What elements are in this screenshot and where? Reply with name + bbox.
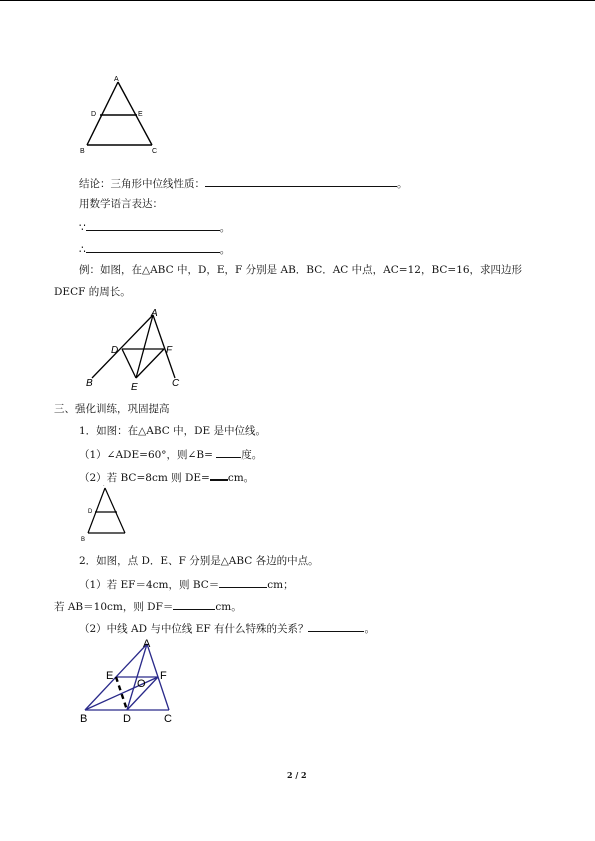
fig1-label-e: E xyxy=(138,111,143,118)
fig1-label-b: B xyxy=(80,148,85,155)
example-line-1: 例：如图，在△ABC 中，D，E，F 分别是 AB．BC．AC 中点，AC=12，BC=16，求四边形 xyxy=(79,264,523,276)
fig4-label-b: B xyxy=(80,713,88,725)
q2-2-blank[interactable] xyxy=(308,620,364,632)
fig4-label-d: D xyxy=(123,713,131,725)
figure-triangle-midline xyxy=(78,70,168,160)
therefore-blank[interactable] xyxy=(86,241,220,253)
figure-example-triangle xyxy=(80,305,190,395)
question-2-part-1: （1）若 EF＝4cm，则 BC＝ cm； xyxy=(79,576,294,592)
fig4-label-o: O xyxy=(137,678,146,690)
fig4-label-e: E xyxy=(106,670,114,682)
conclusion-line: 结论：三角形中位线性质： 。 xyxy=(79,175,408,191)
q2-1-blank[interactable] xyxy=(219,576,267,588)
fig1-label-c: C xyxy=(152,148,158,155)
fig2-label-a: A xyxy=(151,308,158,319)
fig3-label-b: B xyxy=(81,537,86,543)
conclusion-blank[interactable] xyxy=(205,175,397,187)
question-1-part-2: （2）若 BC=8cm 则 DE= cm。 xyxy=(79,468,254,485)
fig2-label-b: B xyxy=(86,378,93,389)
fig4-label-f: F xyxy=(160,670,167,682)
example-line-2: DECF 的周长。 xyxy=(54,286,131,298)
fig3-label-top: · xyxy=(103,483,105,489)
question-2: 2．如图，点 D．E、F 分别是△ABC 各边的中点。 xyxy=(79,555,319,567)
page-number: 2 / 2 xyxy=(287,770,307,780)
figure-small-triangle xyxy=(78,480,148,544)
q1-2-blank[interactable] xyxy=(210,468,228,481)
fig3-label-d: D xyxy=(88,509,93,515)
fig2-label-f: F xyxy=(166,345,173,356)
fig1-label-a: A xyxy=(114,76,119,83)
fig4-label-c: C xyxy=(164,713,172,725)
question-2-part-1b: 若 AB＝10cm，则 DF＝ cm。 xyxy=(54,598,242,614)
question-1: 1．如图：在△ABC 中，DE 是中位线。 xyxy=(79,425,267,437)
fig2-label-e: E xyxy=(131,382,138,393)
fig2-label-d: D xyxy=(111,345,119,356)
section-3-heading: 三、强化训练，巩固提高 xyxy=(54,403,170,415)
because-line: ∵ 。 xyxy=(79,219,230,235)
page-top-border xyxy=(0,0,595,1)
q2-1b-blank[interactable] xyxy=(173,598,215,610)
fig2-label-c: C xyxy=(172,378,180,389)
q1-1-blank[interactable] xyxy=(216,446,241,458)
question-1-part-1: （1）∠ADE=60°，则∠B= 度。 xyxy=(79,446,262,462)
question-2-part-2: （2）中线 AD 与中位线 EF 有什么特殊的关系？ 。 xyxy=(79,620,375,636)
fig1-label-d: D xyxy=(91,111,97,118)
therefore-line: ∴ 。 xyxy=(79,241,230,257)
math-language-line: 用数学语言表达： xyxy=(79,198,163,210)
figure-median-midline xyxy=(75,636,195,726)
because-blank[interactable] xyxy=(86,219,220,231)
fig4-label-a: A xyxy=(143,638,151,650)
